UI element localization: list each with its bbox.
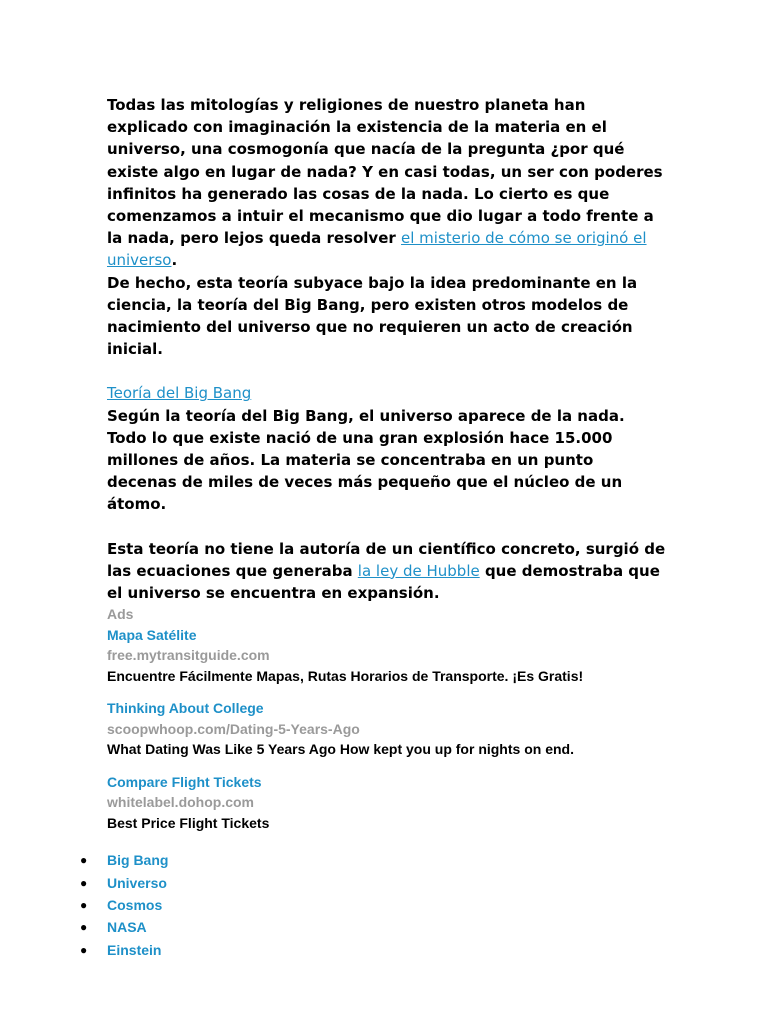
tag-label[interactable]: Cosmos [107, 897, 163, 914]
tag-list [80, 849, 667, 961]
ads-block [107, 604, 667, 833]
bullet-icon: ● [80, 853, 88, 868]
tag-label[interactable]: Einstein [107, 941, 162, 958]
ad-item[interactable] [107, 772, 667, 834]
ad-title[interactable]: Thinking About College [107, 700, 264, 717]
tag-item[interactable] [80, 916, 667, 938]
ad-description: Encuentre Fácilmente Mapas, Rutas Horarios de Transporte. ¡Es Gratis! [107, 667, 584, 684]
bullet-icon: ● [80, 920, 88, 935]
spacer [107, 760, 667, 772]
ad-url[interactable]: scoopwhoop.com/Dating-5-Years-Ago [107, 720, 360, 737]
ad-title[interactable]: Mapa Satélite [107, 626, 197, 643]
tag-item[interactable] [80, 939, 667, 961]
tag-label[interactable]: Big Bang [107, 852, 169, 869]
paragraph-hubble-text: Esta teoría no tiene la autoría de un científico concreto, surgió de las ecuaciones que generaba [107, 539, 666, 580]
link-ley-hubble[interactable]: la ley de Hubble [357, 561, 480, 580]
ad-item[interactable] [107, 698, 667, 760]
tag-label[interactable]: Universo [107, 874, 167, 891]
spacer [107, 360, 667, 382]
tag-item[interactable] [80, 872, 667, 894]
ad-url[interactable]: whitelabel.dohop.com [107, 794, 255, 811]
section-title-big-bang[interactable]: Teoría del Big Bang [107, 384, 252, 403]
paragraph-hubble [107, 538, 667, 605]
link-origen-universo[interactable]: el misterio de cómo se originó el universo [107, 229, 647, 270]
ad-description: Best Price Flight Tickets [107, 814, 270, 831]
bullet-icon: ● [80, 898, 88, 913]
ad-description: What Dating Was Like 5 Years Ago How kept you up for nights on end. [107, 741, 574, 758]
paragraph-intro [107, 94, 667, 272]
spacer [107, 516, 667, 538]
paragraph-intro-end: . [171, 251, 178, 270]
tag-item[interactable] [80, 894, 667, 916]
paragraph-big-bang-idea: De hecho, esta teoría subyace bajo la idea predominante en la ciencia, la teoría del Big Bang, pero existen otros modelos de nacimiento del universo que no requieren un acto de creación inicial. [107, 273, 638, 359]
ad-item[interactable] [107, 625, 667, 687]
bullet-icon: ● [80, 942, 88, 957]
ad-url[interactable]: free.mytransitguide.com [107, 647, 270, 664]
spacer [107, 833, 667, 849]
tag-label[interactable]: NASA [107, 919, 147, 936]
paragraph-intro-text: Todas las mitologías y religiones de nuestro planeta han explicado con imaginación la existencia de la materia en el universo, una cosmogonía que nacía de la pregunta ¿por qué existe algo en lugar de nada? Y en casi todas, un ser con poderes infinitos ha generado las cosas de la nada. Lo cierto es que comenzamos a intuir el mecanismo que dio lugar a todo frente a la nada, pero lejos queda resolver [107, 96, 663, 248]
bullet-icon: ● [80, 875, 88, 890]
ad-title[interactable]: Compare Flight Tickets [107, 773, 262, 790]
paragraph-big-bang-theory: Según la teoría del Big Bang, el universo aparece de la nada. Todo lo que existe nació de una gran explosión hace 15.000 millones de años. La materia se concentraba en un punto decenas de miles de veces más pequeño que el núcleo de un átomo. [107, 406, 625, 514]
paragraph-hubble-end: que demostraba que el universo se encuentra en expansión. [107, 561, 660, 603]
spacer [107, 686, 667, 698]
article-page [80, 94, 667, 961]
tag-item[interactable] [80, 849, 667, 871]
ads-label: Ads [107, 606, 134, 623]
